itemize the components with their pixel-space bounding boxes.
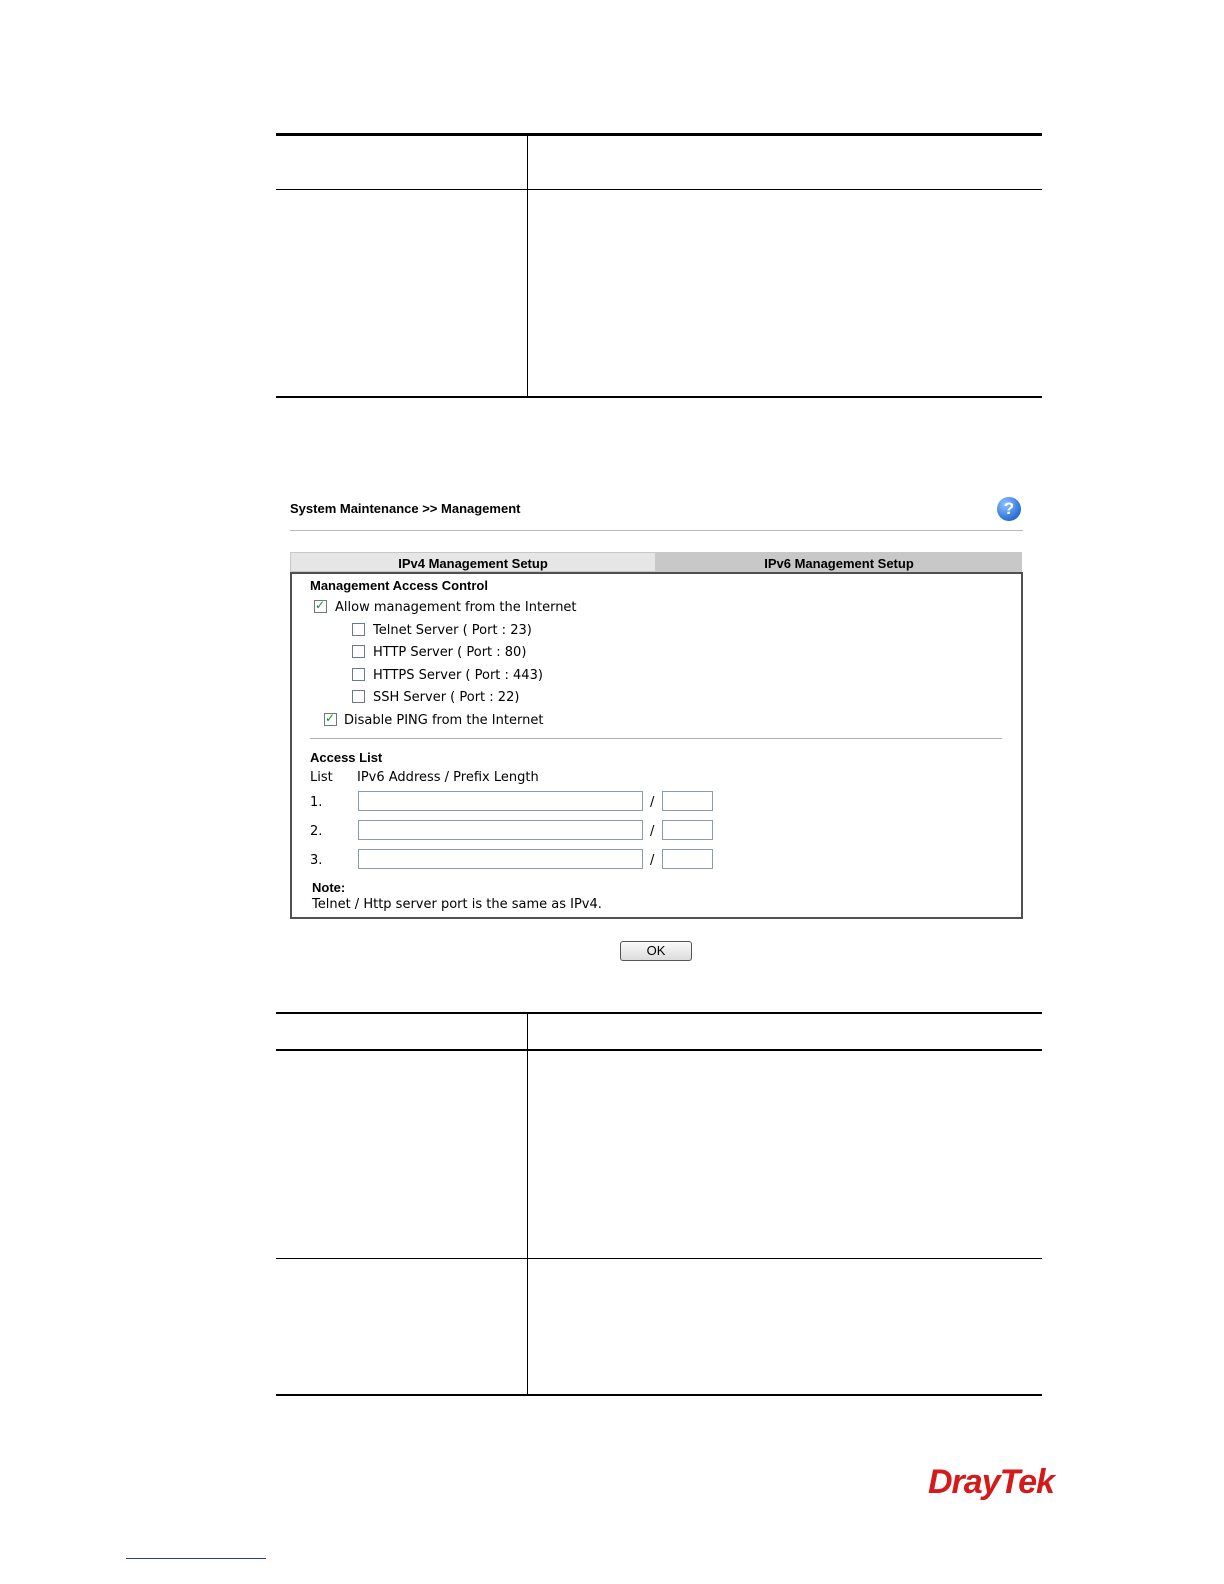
bottom-table-column-divider bbox=[527, 1014, 528, 1394]
http-server-checkbox[interactable] bbox=[352, 645, 365, 658]
access-list-row-index: 1. bbox=[310, 795, 323, 810]
top-table-top-border bbox=[276, 133, 1042, 136]
access-list-row-index: 3. bbox=[310, 853, 323, 868]
allow-management-label: Allow management from the Internet bbox=[335, 600, 577, 615]
access-list-column-list: List bbox=[310, 770, 333, 785]
ok-button[interactable]: OK bbox=[620, 941, 692, 961]
tab-ipv6-management-setup[interactable]: IPv6 Management Setup bbox=[656, 552, 1022, 572]
prefix-slash: / bbox=[650, 795, 655, 810]
note-text: Telnet / Http server port is the same as IPv4. bbox=[312, 897, 602, 912]
ipv6-address-input-1[interactable] bbox=[358, 791, 643, 811]
prefix-slash: / bbox=[650, 824, 655, 839]
prefix-length-input-3[interactable] bbox=[662, 849, 713, 869]
footer-rule bbox=[126, 1558, 266, 1559]
access-list-heading: Access List bbox=[310, 750, 383, 765]
access-list-column-address: IPv6 Address / Prefix Length bbox=[357, 770, 539, 785]
tab-ipv4-management-setup[interactable]: IPv4 Management Setup bbox=[290, 552, 656, 572]
prefix-length-input-2[interactable] bbox=[662, 820, 713, 840]
top-table-header-divider bbox=[276, 189, 1042, 190]
bottom-table-header-divider bbox=[276, 1049, 1042, 1051]
prefix-slash: / bbox=[650, 853, 655, 868]
top-table-column-divider bbox=[527, 136, 528, 396]
bottom-table-top-border bbox=[276, 1012, 1042, 1014]
allow-management-checkbox[interactable] bbox=[314, 600, 327, 613]
http-server-label: HTTP Server ( Port : 80) bbox=[373, 645, 527, 660]
bottom-table-row-divider bbox=[276, 1258, 1042, 1259]
bottom-table-bottom-border bbox=[276, 1394, 1042, 1396]
ssh-server-label: SSH Server ( Port : 22) bbox=[373, 690, 520, 705]
https-server-label: HTTPS Server ( Port : 443) bbox=[373, 668, 543, 683]
question-help-icon[interactable]: ? bbox=[997, 497, 1021, 521]
telnet-server-label: Telnet Server ( Port : 23) bbox=[373, 623, 532, 638]
https-server-checkbox[interactable] bbox=[352, 668, 365, 681]
access-list-row-index: 2. bbox=[310, 824, 323, 839]
page-title: System Maintenance >> Management bbox=[290, 501, 521, 516]
ipv6-address-input-2[interactable] bbox=[358, 820, 643, 840]
disable-ping-label: Disable PING from the Internet bbox=[344, 713, 544, 728]
telnet-server-checkbox[interactable] bbox=[352, 623, 365, 636]
disable-ping-checkbox[interactable] bbox=[324, 713, 337, 726]
ipv6-address-input-3[interactable] bbox=[358, 849, 643, 869]
ssh-server-checkbox[interactable] bbox=[352, 690, 365, 703]
note-heading: Note: bbox=[312, 880, 346, 895]
prefix-length-input-1[interactable] bbox=[662, 791, 713, 811]
title-divider bbox=[290, 530, 1023, 531]
section-divider bbox=[310, 738, 1002, 739]
draytek-logo: DrayTek bbox=[928, 1463, 1054, 1501]
management-access-control-heading: Management Access Control bbox=[310, 578, 488, 593]
top-table-bottom-border bbox=[276, 396, 1042, 398]
